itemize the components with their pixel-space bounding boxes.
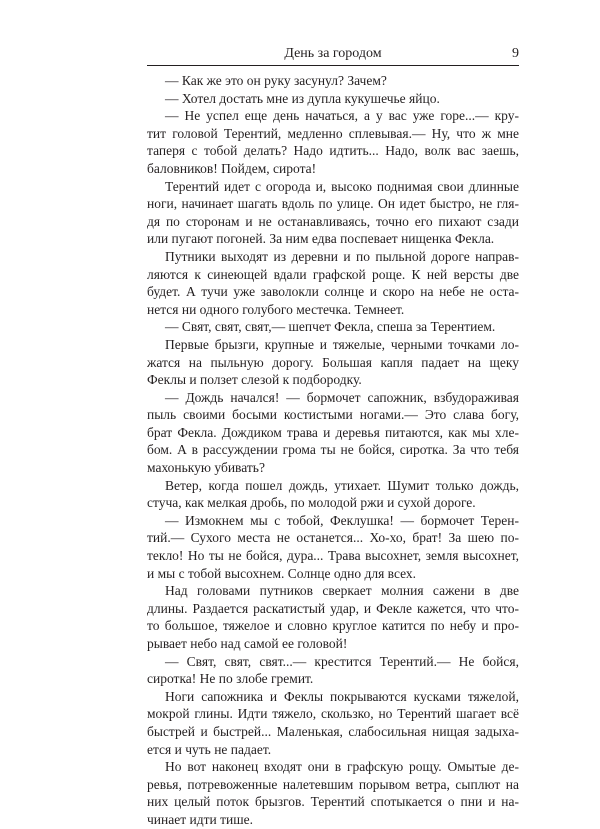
text-line: тий.— Сухого места не останется... Хо-хо, брат! За шею по- [147, 530, 519, 546]
text-line: ревья, потревоженные налетевшим порывом ветра, сыплют на [147, 776, 519, 792]
text-line: нется ни одного голубого местечка. Темнеет. [147, 301, 405, 317]
page-number: 9 [512, 46, 519, 61]
text-line: баловников! Пойдем, сирота! [147, 160, 317, 176]
text-line: жатся на пыльную дорогу. Большая капля падает на щеку [147, 354, 519, 370]
text-line: ноги, начинает шагать вдоль по улице. Он идет быстро, не гля- [147, 196, 519, 212]
text-line: длины. Раздается раскатистый удар, и Фекле кажется, что что- [147, 600, 519, 616]
text-line: Терентий идет с огорода и, высоко поднимая свои длинные [165, 178, 519, 194]
text-line: Ноги сапожника и Феклы покрываются кусками тяжелой, [165, 688, 519, 704]
paragraph [147, 512, 519, 582]
text-line: — Свят, свят, свят,— шепчет Фекла, спеша за Терентием. [165, 319, 496, 335]
text-line: то большое, тяжелое и словно круглое катится по небу и про- [147, 618, 519, 634]
text-line: махонькую убивать? [147, 460, 265, 476]
text-line: бом. А в рассуждении грома ты не бойся, сиротка. За что тебя [147, 442, 519, 458]
text-line: рывает небо над самой ее головой! [147, 636, 348, 651]
running-head [147, 44, 519, 64]
paragraph [147, 248, 519, 318]
paragraph [147, 90, 519, 108]
text-line: — Хотел достать мне из дупла кукушечье яйцо. [165, 90, 440, 106]
text-line: — Как же это он руку засунул? Зачем? [165, 73, 387, 88]
text-line: ется и чуть не падает. [147, 741, 272, 757]
text-line: текло! Но ты не бойся, дура... Трава высохнет, земля высохнет, [147, 548, 519, 564]
paragraph [147, 389, 519, 477]
text-line: Первые брызги, крупные и тяжелые, черными точками ло- [165, 336, 519, 352]
text-line: Ветер, когда пошел дождь, утихает. Шумит только дождь, [165, 477, 519, 493]
header-rule [147, 65, 519, 66]
paragraph [147, 477, 519, 512]
paragraph [147, 178, 519, 248]
paragraph [147, 318, 519, 336]
text-line: — Измокнем мы с тобой, Феклушка! — бормочет Терен- [165, 512, 519, 528]
text-line: таперя с тобой делать? Надо идтить... Надо, волк вас заешь, [147, 143, 519, 159]
text-line: Феклы и ползет слезой к подбородку. [147, 372, 362, 388]
text-line: брат Фекла. Дождиком трава и деревья питаются, как мы хле- [147, 424, 519, 440]
text-line: мокрой глины. Идти тяжело, скользко, но Терентий шагает всё [147, 706, 519, 722]
text-line: будет. А тучи уже заволокли солнце и скоро на небе не оста- [147, 284, 519, 300]
paragraph [147, 336, 519, 389]
text-line: и мы с тобой высохнем. Солнце одно для всех. [147, 565, 417, 581]
text-line: них целый поток брызгов. Терентий спотыкается о пни и на- [147, 794, 519, 810]
text-line: сиротка! Не по злобе гремит. [147, 671, 314, 687]
text-line: — Дождь начался! — бормочет сапожник, взбудораживая [165, 389, 519, 405]
paragraph [147, 72, 519, 90]
text-line: Путники выходят из деревни и по пыльной дороге направ- [165, 248, 519, 264]
text-line: чинает идти тише. [147, 811, 253, 827]
paragraph [147, 653, 519, 688]
text-line: быстрей и быстрей... Маленькая, слабосильная нищая задыха- [147, 723, 519, 739]
paragraph [147, 582, 519, 652]
text-line: Но вот наконец входят они в графскую рощу. Омытые де- [165, 759, 519, 775]
text-line: ляются к синеющей вдали графской роще. К ней версты две [147, 266, 519, 282]
text-line: тит головой Терентий, медленно сплевывая.— Ну, что ж мне [147, 125, 519, 141]
paragraph [147, 758, 519, 828]
text-line: — Свят, свят, свят...— крестится Терентий.— Не бойся, [165, 653, 519, 669]
text-line: пыль своими босыми костистыми ногами.— Это слава богу, [147, 407, 519, 423]
text-line: Над головами путников сверкает молния сажени в две [165, 583, 519, 599]
text-line: или пугают погоней. За ним едва поспевает нищенка Фекла. [147, 231, 495, 247]
text-line: стуча, как мелкая дробь, по молодой ржи и сухой дороге. [147, 495, 476, 511]
running-title: День за городом [284, 46, 382, 61]
paragraph [147, 688, 519, 758]
paragraph [147, 107, 519, 177]
body-text [147, 72, 519, 829]
text-line: — Не успел еще день начаться, а у вас уже горе...— кру- [165, 108, 519, 124]
text-line: дя по сторонам и не останавливаясь, точно его пихают сзади [147, 213, 519, 229]
